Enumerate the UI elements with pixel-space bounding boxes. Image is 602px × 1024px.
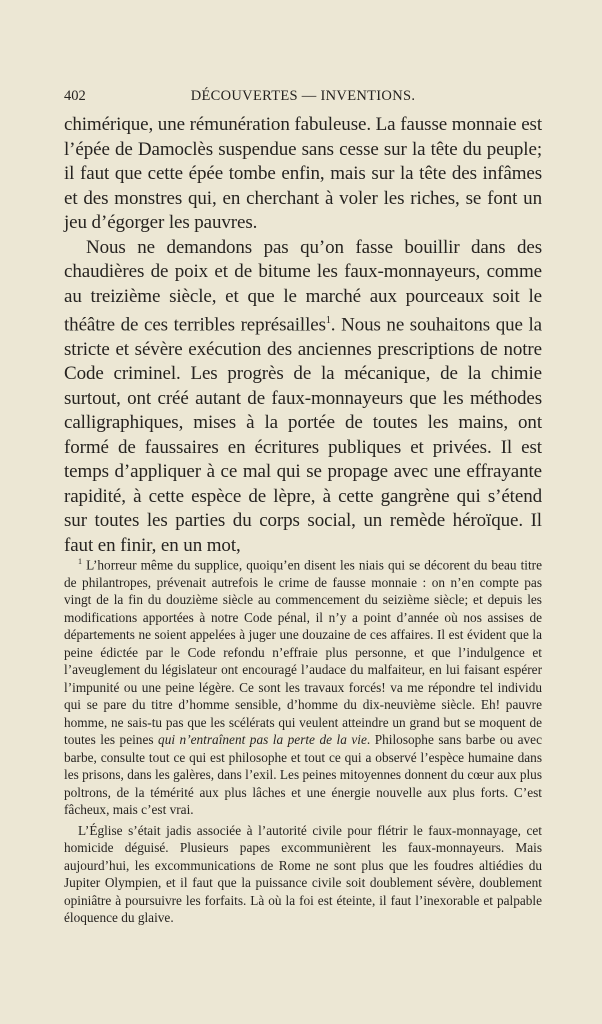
body-paragraph-1: chimérique, une rémunération fabuleuse. La fausse monnaie est l’épée de Damoclès suspendue sans cesse sur la tête du peuple; il faut que cette épée tombe enfin, mais sur la tête des infâmes et des monstres qui, en cherchant à voler les riches, se font un jeu d’égorger les pauvres. (64, 114, 542, 233)
footnote-marker: 1 (78, 557, 82, 566)
page-number: 402 (64, 88, 86, 104)
running-header (64, 88, 542, 108)
body-paragraph-2-part-b: . Nous ne souhaitons que la stricte et sévère exécution des anciennes prescriptions de notre Code criminel. Les progrès de la mécanique, de la chimie surtout, ont créé autant de faux-monnayeurs que les méthodes calligraphiques, mises à la portée de toutes les mains, ont formé de faussaires en écritures publiques et privées. Il est temps d’appliquer à ce mal qui se propage avec une effrayante rapidité, à cette espèce de lèpre, à cette gangrène qui s’étend sur toutes les parties du corps social, un remède héroïque. Il faut en finir, en un mot, (64, 314, 542, 556)
footnote-text-b: . Philosophe sans barbe ou avec barbe, consulte tout ce qui est philosophe et tout ce qui a observé l’espèce humaine dans les prisons, dans les galères, dans l’exil. Les peines mitoyennes donnent du cœur aux plus poltrons, de la témérité aux plus lâches et une énergie nouvelle aux plus forts. C’est fâcheux, mais c’est vrai. (64, 732, 542, 818)
main-text (64, 113, 542, 558)
footnote-paragraph-1 (64, 553, 542, 819)
footnote-text-a: L’horreur même du supplice, quoiqu’en disent les niais qui se décorent du beau titre de philantropes, prévenait autrefois le crime de fausse monnaie : on n’en compte pas vingt de la fin du douzième siècle au commencement du seizième siècle; et depuis les modifications apportées à notre Code pénal, il n’y a point d’année où nos assises de départements ne soient appelées à juger une douzaine de ces affaires. Il est évident que la peine édictée par le Code refondu n’effraie plus personne, et que l’indulgence et l’aveuglement du législateur ont encouragé l’audace du malfaiteur, en lui faisant espérer l’impunité ou une peine légère. Ce sont les travaux forcés! va me répondre tel individu qui se pare du titre d’homme sensible, d’homme du dix-neuvième siècle. Eh! pauvre homme, ne sais-tu pas que les scélérats qui veulent atteindre un grand but se moquent de toutes les peines (64, 557, 542, 748)
footnote-reference: 1 (325, 315, 331, 326)
footnote-paragraph-2: L’Église s’était jadis associée à l’autorité civile pour flétrir le faux-monnayage, cet homicide déguisé. Plusieurs papes excommunièrent les faux-monnayeurs. Mais aujourd’hui, les excommunications de Rome ne sont plus que les foudres altiédies du Jupiter Olympien, et il faut que la puissance civile soit doublement sévère, doublement opiniâtre à poursuivre les forfaits. Là où la foi est éteinte, il faut l’inexorable et palpable éloquence du glaive. (64, 822, 542, 926)
footnotes (64, 553, 542, 927)
running-title: DÉCOUVERTES — INVENTIONS. (190, 88, 416, 104)
body-paragraph-2-part-a: Nous ne demandons pas qu’on fasse bouillir dans des chaudières de poix et de bitume les faux-monnayeurs, comme au treizième siècle, et que le marché aux pourceaux soit le théâtre de ces terribles représailles (64, 236, 542, 336)
body-paragraph-2 (64, 236, 542, 559)
footnote-italic-phrase: qui n’entraînent pas la perte de la vie (158, 732, 367, 748)
